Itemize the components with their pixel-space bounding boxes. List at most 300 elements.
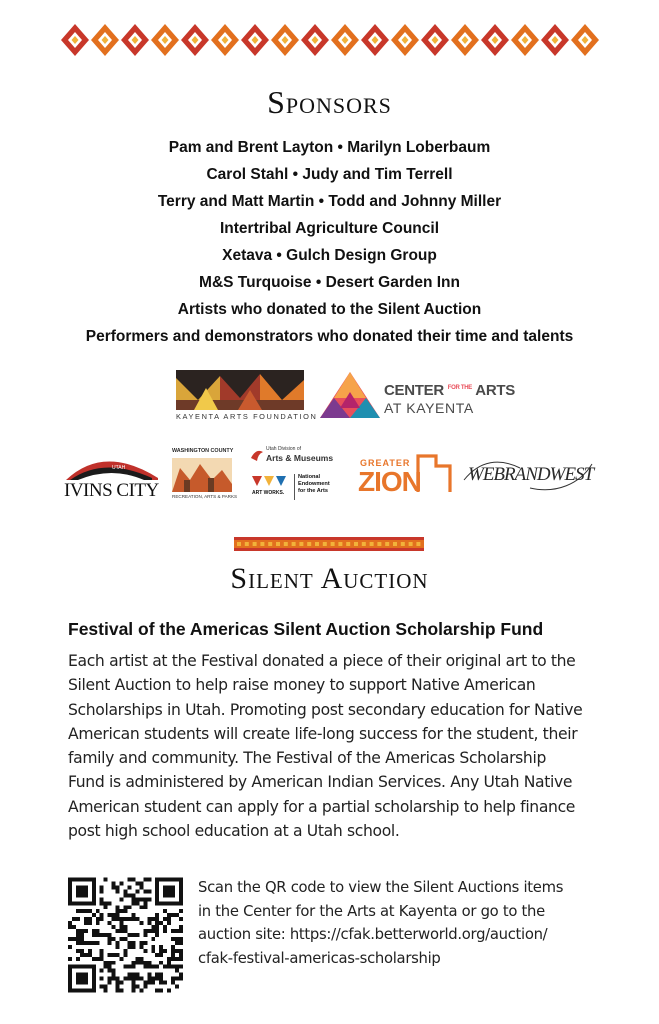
qr-module xyxy=(120,909,124,913)
qr-module xyxy=(76,929,80,933)
qr-module xyxy=(112,973,116,977)
qr-module xyxy=(76,917,80,921)
qr-module xyxy=(171,945,175,949)
qr-module xyxy=(108,969,112,973)
qr-module xyxy=(147,977,151,981)
qr-module xyxy=(120,957,124,961)
qr-module xyxy=(88,941,92,945)
qr-module xyxy=(116,985,120,989)
sponsor-line: M&S Turquoise • Desert Garden Inn xyxy=(199,274,460,291)
divider-dot xyxy=(260,542,264,546)
qr-module xyxy=(139,885,143,889)
auction-url-line[interactable]: auction site: https://cfak.betterworld.org/auction/ xyxy=(198,926,548,943)
qr-module xyxy=(124,917,128,921)
qr-module xyxy=(96,933,100,937)
qr-module xyxy=(159,878,163,882)
qr-module xyxy=(100,885,104,889)
qr-module xyxy=(147,965,151,969)
qr-module xyxy=(116,905,120,909)
qr-module xyxy=(116,941,120,945)
divider-dot xyxy=(370,542,374,546)
qr-module xyxy=(116,889,120,893)
qr-module xyxy=(124,937,128,941)
qr-instruction-line: in the Center for the Arts at Kayenta or go to the xyxy=(198,902,545,920)
divider-dot xyxy=(409,542,413,546)
qr-module xyxy=(175,969,179,973)
qr-module xyxy=(143,929,147,933)
qr-module xyxy=(112,953,116,957)
qr-module xyxy=(163,909,167,913)
qr-module xyxy=(131,981,135,985)
qr-module xyxy=(84,893,88,897)
qr-module xyxy=(104,965,108,969)
divider-dot xyxy=(307,542,311,546)
qr-module xyxy=(127,973,131,977)
qr-module xyxy=(124,905,128,909)
qr-module xyxy=(112,881,116,885)
qr-module xyxy=(171,949,175,953)
qr-module xyxy=(179,957,183,961)
qr-module xyxy=(155,889,159,893)
qr-module xyxy=(124,977,128,981)
qr-module xyxy=(124,889,128,893)
divider-dot xyxy=(268,542,272,546)
qr-module xyxy=(171,937,175,941)
art-works-triangles-icon xyxy=(252,476,286,488)
qr-module xyxy=(175,957,179,961)
qr-module xyxy=(76,933,80,937)
qr-module xyxy=(80,937,84,941)
qr-module xyxy=(116,945,120,949)
qr-module xyxy=(100,969,104,973)
qr-module xyxy=(143,905,147,909)
qr-module xyxy=(96,917,100,921)
qr-module xyxy=(76,957,80,961)
qr-module xyxy=(155,925,159,929)
center-arts-at-kayenta: AT KAYENTA xyxy=(384,400,474,416)
qr-module xyxy=(108,921,112,925)
qr-module xyxy=(68,889,72,893)
divider-dot xyxy=(237,542,241,546)
qr-module xyxy=(175,937,179,941)
qr-module xyxy=(92,941,96,945)
qr-module xyxy=(159,901,163,905)
qr-instruction-line: Scan the QR code to view the Silent Auctions items xyxy=(198,879,564,896)
qr-module xyxy=(131,973,135,977)
qr-module xyxy=(159,981,163,985)
qr-module xyxy=(143,965,147,969)
qr-module xyxy=(84,878,88,882)
qr-module xyxy=(159,921,163,925)
qr-module xyxy=(76,889,80,893)
qr-module xyxy=(84,973,88,977)
divider-dot xyxy=(377,542,381,546)
qr-module xyxy=(143,897,147,901)
qr-module xyxy=(175,901,179,905)
qr-module xyxy=(151,925,155,929)
divider-dot xyxy=(315,542,319,546)
qr-module xyxy=(124,929,128,933)
center-for-the-arts-logo xyxy=(318,370,515,422)
qr-module xyxy=(163,981,167,985)
qr-module xyxy=(84,917,88,921)
qr-module xyxy=(143,985,147,989)
qr-module xyxy=(84,953,88,957)
qr-module xyxy=(179,973,183,977)
qr-module xyxy=(171,901,175,905)
qr-module xyxy=(88,949,92,953)
qr-module xyxy=(135,977,139,981)
washington-county-subtitle: RECREATION, ARTS & PARKS xyxy=(172,494,238,499)
qr-module xyxy=(167,965,171,969)
qr-module xyxy=(92,929,96,933)
qr-module xyxy=(72,925,76,929)
divider-dot xyxy=(323,542,327,546)
qr-module xyxy=(112,917,116,921)
nea-line-2: Endowment xyxy=(298,481,330,487)
qr-module xyxy=(179,929,183,933)
qr-module xyxy=(127,977,131,981)
qr-module xyxy=(100,957,104,961)
qr-module xyxy=(80,933,84,937)
qr-module xyxy=(171,957,175,961)
qr-module xyxy=(155,953,159,957)
qr-module xyxy=(167,893,171,897)
qr-module xyxy=(100,913,104,917)
qr-module xyxy=(159,953,163,957)
qr-module xyxy=(92,878,96,882)
description-line: American students will create life-long success for the student, their xyxy=(68,724,578,743)
qr-module xyxy=(131,945,135,949)
fund-title: Festival of the Americas Silent Auction Scholarship Fund xyxy=(68,619,544,639)
divider-dot xyxy=(354,542,358,546)
qr-module xyxy=(143,961,147,965)
qr-module xyxy=(112,937,116,941)
qr-module xyxy=(100,977,104,981)
qr-module xyxy=(100,949,104,953)
qr-module xyxy=(76,973,80,977)
zion-text: ZION xyxy=(358,466,421,497)
qr-module xyxy=(104,985,108,989)
qr-module xyxy=(108,937,112,941)
qr-module xyxy=(171,913,175,917)
qr-module xyxy=(143,941,147,945)
qr-module xyxy=(100,933,104,937)
qr-module xyxy=(131,941,135,945)
sponsor-line: Intertribal Agriculture Council xyxy=(219,220,440,237)
qr-module xyxy=(76,941,80,945)
qr-module xyxy=(163,929,167,933)
qr-module xyxy=(112,969,116,973)
qr-module xyxy=(84,965,88,969)
qr-module xyxy=(175,941,179,945)
description-line: Fund is administered by American Indian Services. Any Utah Native xyxy=(68,773,573,792)
qr-module xyxy=(116,929,120,933)
qr-module xyxy=(159,949,163,953)
qr-module xyxy=(179,941,183,945)
qr-module xyxy=(116,977,120,981)
qr-module xyxy=(76,885,80,889)
qr-module xyxy=(92,913,96,917)
qr-module xyxy=(167,989,171,993)
qr-module xyxy=(68,985,72,989)
utah-division-bird-icon xyxy=(250,448,264,462)
qr-module xyxy=(163,917,167,921)
qr-module xyxy=(131,901,135,905)
qr-module xyxy=(139,941,143,945)
ivins-city-text: IVINS CITY xyxy=(64,480,159,501)
qr-module xyxy=(151,977,155,981)
auction-url-line[interactable]: cfak-festival-americas-scholarship xyxy=(198,949,441,967)
qr-module xyxy=(155,929,159,933)
washington-county-title: WASHINGTON COUNTY xyxy=(172,448,234,454)
qr-module xyxy=(131,913,135,917)
qr-module xyxy=(72,917,76,921)
qr-module xyxy=(80,941,84,945)
qr-module xyxy=(179,965,183,969)
qr-module xyxy=(124,909,128,913)
qr-module xyxy=(135,917,139,921)
qr-module xyxy=(139,897,143,901)
qr-module xyxy=(68,969,72,973)
qr-module xyxy=(179,917,183,921)
qr-module xyxy=(163,965,167,969)
qr-module xyxy=(179,881,183,885)
description-line: Scholarships in Utah. Promoting post secondary education for Native xyxy=(68,700,583,719)
ivins-city-logo xyxy=(64,448,160,500)
qr-module xyxy=(72,937,76,941)
greater-text: GREATER xyxy=(360,458,411,468)
qr-module xyxy=(127,905,131,909)
description-line: post high school education at a Utah school. xyxy=(68,822,400,841)
qr-module xyxy=(155,878,159,882)
qr-module xyxy=(76,893,80,897)
description-line: Silent Auction to help raise money to support Native American xyxy=(68,676,536,695)
qr-module xyxy=(100,889,104,893)
qr-module xyxy=(68,925,72,929)
qr-module xyxy=(127,917,131,921)
qr-module xyxy=(179,889,183,893)
qr-module xyxy=(159,989,163,993)
qr-module xyxy=(68,981,72,985)
divider-dot xyxy=(292,542,296,546)
qr-module xyxy=(104,901,108,905)
center-arts-arts: ARTS xyxy=(475,382,515,399)
qr-module xyxy=(155,917,159,921)
qr-module xyxy=(92,881,96,885)
qr-module xyxy=(84,989,88,993)
qr-module xyxy=(68,937,72,941)
qr-module xyxy=(104,905,108,909)
qr-module xyxy=(104,989,108,993)
qr-module xyxy=(147,917,151,921)
qr-module xyxy=(179,893,183,897)
qr-module xyxy=(179,885,183,889)
sponsor-line: Xetava • Gulch Design Group xyxy=(222,247,437,264)
qr-module xyxy=(68,957,72,961)
qr-module xyxy=(100,917,104,921)
qr-module xyxy=(124,949,128,953)
qr-module xyxy=(179,909,183,913)
qr-module xyxy=(120,881,124,885)
qr-module xyxy=(88,901,92,905)
qr-module xyxy=(76,878,80,882)
qr-module xyxy=(68,989,72,993)
qr-module xyxy=(96,957,100,961)
sponsor-line: Terry and Matt Martin • Todd and Johnny Miller xyxy=(157,193,502,210)
qr-module xyxy=(96,941,100,945)
qr-module xyxy=(84,981,88,985)
qr-module xyxy=(92,969,96,973)
qr-module xyxy=(68,885,72,889)
qr-module xyxy=(167,889,171,893)
qr-module xyxy=(151,981,155,985)
utah-division-name: Arts & Museums xyxy=(266,453,334,463)
qr-module xyxy=(139,977,143,981)
qr-module xyxy=(112,885,116,889)
qr-module xyxy=(68,945,72,949)
qr-module xyxy=(163,925,167,929)
qr-module xyxy=(112,961,116,965)
qr-module xyxy=(92,981,96,985)
qr-module xyxy=(151,917,155,921)
description-line: Each artist at the Festival donated a piece of their original art to the xyxy=(68,652,576,670)
logo-divider xyxy=(294,474,295,500)
qr-module xyxy=(131,961,135,965)
qr-module xyxy=(92,933,96,937)
qr-module xyxy=(100,985,104,989)
qr-module xyxy=(76,965,80,969)
qr-module xyxy=(92,977,96,981)
qr-module xyxy=(84,929,88,933)
qr-module xyxy=(76,949,80,953)
qr-module xyxy=(92,985,96,989)
qr-module xyxy=(175,949,179,953)
qr-module xyxy=(171,878,175,882)
qr-module xyxy=(175,985,179,989)
qr-module xyxy=(139,881,143,885)
qr-module xyxy=(175,878,179,882)
qr-module xyxy=(147,897,151,901)
qr-module xyxy=(171,889,175,893)
qr-module xyxy=(147,973,151,977)
divider-dot xyxy=(338,542,342,546)
qr-module xyxy=(88,878,92,882)
qr-module xyxy=(179,901,183,905)
qr-module xyxy=(120,989,124,993)
qr-module xyxy=(84,889,88,893)
qr-module xyxy=(175,929,179,933)
qr-module xyxy=(108,965,112,969)
qr-module xyxy=(135,973,139,977)
qr-module xyxy=(163,949,167,953)
qr-module xyxy=(127,965,131,969)
qr-module xyxy=(151,949,155,953)
qr-module xyxy=(76,981,80,985)
qr-module xyxy=(163,901,167,905)
decorative-divider xyxy=(234,537,424,551)
art-works-text: ART WORKS. xyxy=(252,490,285,496)
qr-module xyxy=(131,985,135,989)
qr-module xyxy=(167,921,171,925)
divider-dot xyxy=(393,542,397,546)
kayenta-foundation-mark xyxy=(176,370,304,410)
kayenta-foundation-text: KAYENTA ARTS FOUNDATION xyxy=(176,412,318,421)
qr-module xyxy=(68,878,72,882)
divider-dot xyxy=(346,542,350,546)
qr-module xyxy=(124,965,128,969)
qr-module xyxy=(104,878,108,882)
qr-module xyxy=(131,965,135,969)
qr-module xyxy=(92,893,96,897)
qr-module xyxy=(179,937,183,941)
qr-module xyxy=(120,921,124,925)
qr-module xyxy=(88,953,92,957)
qr-module xyxy=(155,921,159,925)
utah-division-small: Utah Division of xyxy=(266,446,302,452)
sponsor-line: Pam and Brent Layton • Marilyn Loberbaum xyxy=(168,139,491,156)
qr-module xyxy=(108,981,112,985)
qr-module xyxy=(116,989,120,993)
center-arts-center: CENTER xyxy=(384,382,444,399)
qr-module xyxy=(179,878,183,882)
qr-module xyxy=(159,961,163,965)
divider-dot xyxy=(253,542,257,546)
divider-dot xyxy=(299,542,303,546)
sponsors-heading: Sponsors xyxy=(267,84,392,120)
qr-module xyxy=(116,885,120,889)
qr-module xyxy=(68,901,72,905)
qr-module xyxy=(143,889,147,893)
qr-module xyxy=(127,933,131,937)
qr-module xyxy=(171,977,175,981)
qr-module xyxy=(68,893,72,897)
qr-module xyxy=(171,893,175,897)
qr-module xyxy=(92,957,96,961)
qr-module xyxy=(155,913,159,917)
qr-module xyxy=(167,901,171,905)
qr-module xyxy=(143,933,147,937)
qr-module xyxy=(155,893,159,897)
qr-module xyxy=(147,929,151,933)
qr-module xyxy=(120,929,124,933)
qr-module xyxy=(155,965,159,969)
center-arts-triangle-icon xyxy=(318,370,382,420)
qr-instructions xyxy=(198,876,618,970)
qr-code[interactable] xyxy=(68,876,183,994)
utah-arts-museums-logo xyxy=(250,446,342,504)
qr-module xyxy=(92,901,96,905)
qr-module xyxy=(127,885,131,889)
qr-module xyxy=(120,925,124,929)
qr-module xyxy=(147,981,151,985)
qr-module xyxy=(179,977,183,981)
divider-dot xyxy=(284,542,288,546)
qr-module xyxy=(80,885,84,889)
qr-module xyxy=(163,885,167,889)
qr-module xyxy=(80,901,84,905)
divider-dot xyxy=(416,542,420,546)
qr-module xyxy=(120,937,124,941)
qr-module xyxy=(159,977,163,981)
qr-module xyxy=(127,893,131,897)
qr-module xyxy=(68,921,72,925)
greater-zion-mesa-icon xyxy=(416,454,452,494)
qr-module xyxy=(131,933,135,937)
qr-module xyxy=(120,897,124,901)
qr-module xyxy=(167,913,171,917)
sponsor-line: Performers and demonstrators who donated their time and talents xyxy=(85,328,574,345)
